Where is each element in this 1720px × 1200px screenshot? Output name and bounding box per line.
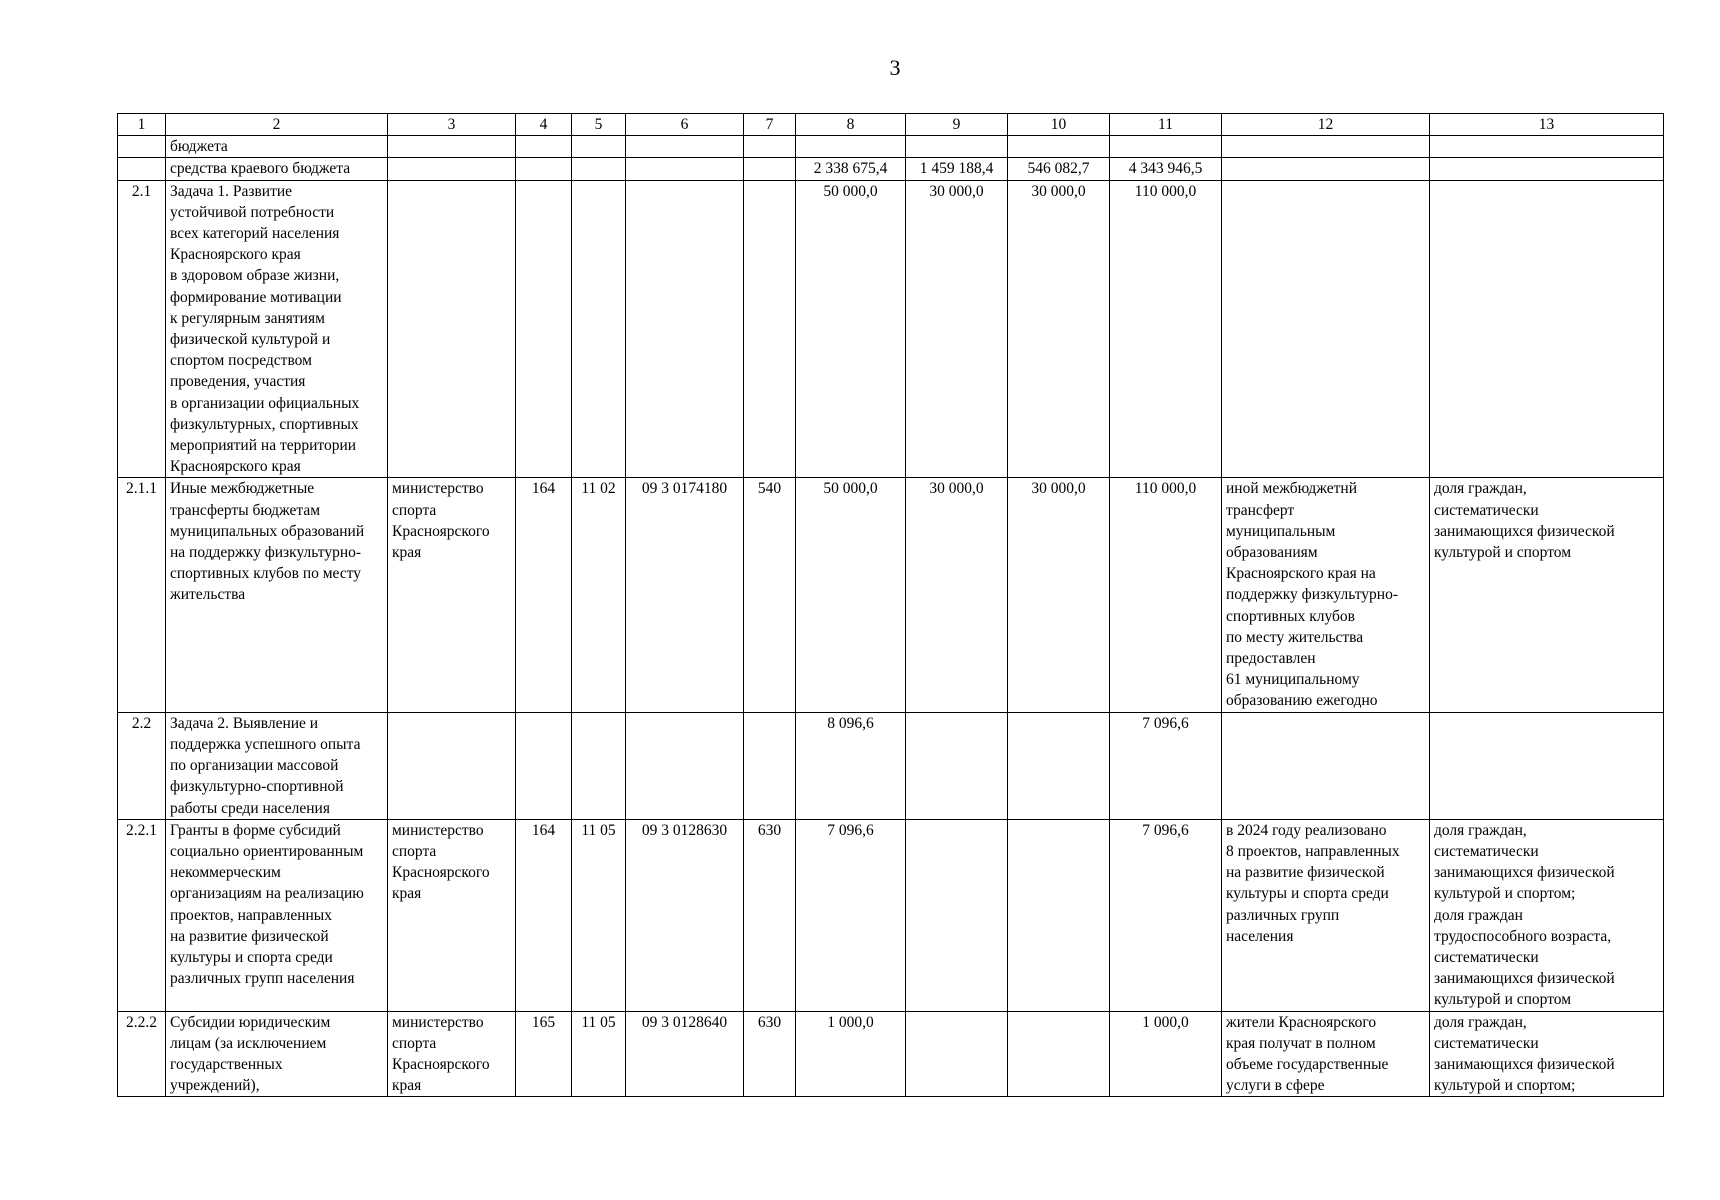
- col-2025-cell: [906, 136, 1008, 158]
- col-name-cell: бюджета: [166, 136, 388, 158]
- col-result-cell: [1222, 158, 1430, 180]
- table-row: [118, 1011, 1664, 1097]
- col-2024-cell: 2 338 675,4: [796, 158, 906, 180]
- header-cell-2: 2: [166, 114, 388, 136]
- col-num-cell: 2.1.1: [118, 478, 166, 712]
- col-total-cell: [1110, 136, 1222, 158]
- col-2025-cell: 1 459 188,4: [906, 158, 1008, 180]
- col-rzpr-cell: 11 05: [572, 1011, 626, 1097]
- col-2025-cell: [906, 819, 1008, 1011]
- header-cell-4: 4: [516, 114, 572, 136]
- col-rzpr-cell: 11 02: [572, 478, 626, 712]
- col-vr-cell: 540: [744, 478, 796, 712]
- col-result-cell: в 2024 году реализовано 8 проектов, направленных на развитие физической культуры и спорта среди различных групп населения: [1222, 819, 1430, 1011]
- col-csr-cell: 09 3 0128640: [626, 1011, 744, 1097]
- table-row: [118, 136, 1664, 158]
- col-csr-cell: [626, 136, 744, 158]
- col-num-cell: 2.2: [118, 712, 166, 819]
- col-name-cell: Субсидии юридическим лицам (за исключением государственных учреждений),: [166, 1011, 388, 1097]
- budget-table: [117, 113, 1664, 1097]
- col-num-cell: 2.2.1: [118, 819, 166, 1011]
- col-2025-cell: [906, 1011, 1008, 1097]
- header-cell-3: 3: [388, 114, 516, 136]
- col-indicator-cell: [1430, 158, 1664, 180]
- col-rzpr-cell: [572, 158, 626, 180]
- table-row: [118, 478, 1664, 712]
- table-row: [118, 712, 1664, 819]
- header-cell-8: 8: [796, 114, 906, 136]
- col-total-cell: 1 000,0: [1110, 1011, 1222, 1097]
- col-indicator-cell: доля граждан, систематически занимающихся физической культурой и спортом; доля граждан трудоспособного возраста, систематически занимающихся физической культурой и спортом: [1430, 819, 1664, 1011]
- col-rzpr-cell: [572, 712, 626, 819]
- col-indicator-cell: [1430, 712, 1664, 819]
- col-result-cell: [1222, 712, 1430, 819]
- col-indicator-cell: доля граждан, систематически занимающихся физической культурой и спортом;: [1430, 1011, 1664, 1097]
- header-cell-5: 5: [572, 114, 626, 136]
- col-2026-cell: 30 000,0: [1008, 180, 1110, 478]
- col-grbs-cell: [516, 180, 572, 478]
- col-2026-cell: 30 000,0: [1008, 478, 1110, 712]
- col-total-cell: 110 000,0: [1110, 180, 1222, 478]
- col-2024-cell: 8 096,6: [796, 712, 906, 819]
- col-name-cell: средства краевого бюджета: [166, 158, 388, 180]
- col-grbs-cell: 164: [516, 478, 572, 712]
- table-row: [118, 180, 1664, 478]
- col-grbs-cell: 164: [516, 819, 572, 1011]
- col-2024-cell: 1 000,0: [796, 1011, 906, 1097]
- col-2025-cell: [906, 712, 1008, 819]
- table-row: [118, 819, 1664, 1011]
- col-name-cell: Гранты в форме субсидий социально ориентированным некоммерческим организациям на реализацию проектов, направленных на развитие физической культуры и спорта среди различных групп населения: [166, 819, 388, 1011]
- col-2024-cell: 50 000,0: [796, 180, 906, 478]
- col-csr-cell: 09 3 0128630: [626, 819, 744, 1011]
- col-total-cell: 110 000,0: [1110, 478, 1222, 712]
- col-vr-cell: [744, 712, 796, 819]
- col-result-cell: жители Красноярского края получат в полном объеме государственные услуги в сфере: [1222, 1011, 1430, 1097]
- col-grbs-cell: [516, 158, 572, 180]
- col-total-cell: 4 343 946,5: [1110, 158, 1222, 180]
- col-csr-cell: [626, 180, 744, 478]
- col-indicator-cell: [1430, 180, 1664, 478]
- col-grbs-cell: [516, 712, 572, 819]
- col-num-cell: 2.1: [118, 180, 166, 478]
- col-executor-cell: [388, 136, 516, 158]
- col-total-cell: 7 096,6: [1110, 819, 1222, 1011]
- header-cell-1: 1: [118, 114, 166, 136]
- col-executor-cell: министерство спорта Красноярского края: [388, 1011, 516, 1097]
- col-executor-cell: министерство спорта Красноярского края: [388, 478, 516, 712]
- col-2024-cell: [796, 136, 906, 158]
- col-name-cell: Задача 1. Развитие устойчивой потребности всех категорий населения Красноярского края в здоровом образе жизни, формирование мотивации к регулярным занятиям физической культурой и спортом посредством проведения, участия в организации официальных физкультурных, спортивных мероприятий на территории Красноярского края: [166, 180, 388, 478]
- col-result-cell: [1222, 136, 1430, 158]
- col-vr-cell: 630: [744, 819, 796, 1011]
- col-executor-cell: министерство спорта Красноярского края: [388, 819, 516, 1011]
- col-2026-cell: [1008, 136, 1110, 158]
- header-cell-12: 12: [1222, 114, 1430, 136]
- col-vr-cell: 630: [744, 1011, 796, 1097]
- col-vr-cell: [744, 158, 796, 180]
- col-2024-cell: 7 096,6: [796, 819, 906, 1011]
- col-num-cell: [118, 158, 166, 180]
- col-2026-cell: [1008, 819, 1110, 1011]
- col-grbs-cell: [516, 136, 572, 158]
- header-cell-11: 11: [1110, 114, 1222, 136]
- col-indicator-cell: доля граждан, систематически занимающихся физической культурой и спортом: [1430, 478, 1664, 712]
- col-csr-cell: [626, 158, 744, 180]
- table-row: [118, 158, 1664, 180]
- header-row: [118, 114, 1664, 136]
- col-executor-cell: [388, 180, 516, 478]
- col-executor-cell: [388, 158, 516, 180]
- header-cell-6: 6: [626, 114, 744, 136]
- col-2025-cell: 30 000,0: [906, 180, 1008, 478]
- col-result-cell: [1222, 180, 1430, 478]
- col-grbs-cell: 165: [516, 1011, 572, 1097]
- col-2026-cell: [1008, 1011, 1110, 1097]
- col-executor-cell: [388, 712, 516, 819]
- header-cell-9: 9: [906, 114, 1008, 136]
- col-name-cell: Иные межбюджетные трансферты бюджетам муниципальных образований на поддержку физкультурно- спортивных клубов по месту жительства: [166, 478, 388, 712]
- page-number: 3: [889, 55, 901, 80]
- col-rzpr-cell: [572, 136, 626, 158]
- header-cell-13: 13: [1430, 114, 1664, 136]
- col-name-cell: Задача 2. Выявление и поддержка успешного опыта по организации массовой физкультурно-спортивной работы среди населения: [166, 712, 388, 819]
- header-cell-7: 7: [744, 114, 796, 136]
- col-indicator-cell: [1430, 136, 1664, 158]
- col-total-cell: 7 096,6: [1110, 712, 1222, 819]
- col-num-cell: 2.2.2: [118, 1011, 166, 1097]
- col-csr-cell: [626, 712, 744, 819]
- col-2026-cell: [1008, 712, 1110, 819]
- col-vr-cell: [744, 136, 796, 158]
- col-num-cell: [118, 136, 166, 158]
- header-cell-10: 10: [1008, 114, 1110, 136]
- col-csr-cell: 09 3 0174180: [626, 478, 744, 712]
- col-rzpr-cell: [572, 180, 626, 478]
- col-2024-cell: 50 000,0: [796, 478, 906, 712]
- col-vr-cell: [744, 180, 796, 478]
- col-rzpr-cell: 11 05: [572, 819, 626, 1011]
- col-result-cell: иной межбюджетнй трансферт муниципальным образованиям Красноярского края на поддержку физкультурно- спортивных клубов по месту жительства предоставлен 61 муниципальному образованию ежегодно: [1222, 478, 1430, 712]
- col-2025-cell: 30 000,0: [906, 478, 1008, 712]
- col-2026-cell: 546 082,7: [1008, 158, 1110, 180]
